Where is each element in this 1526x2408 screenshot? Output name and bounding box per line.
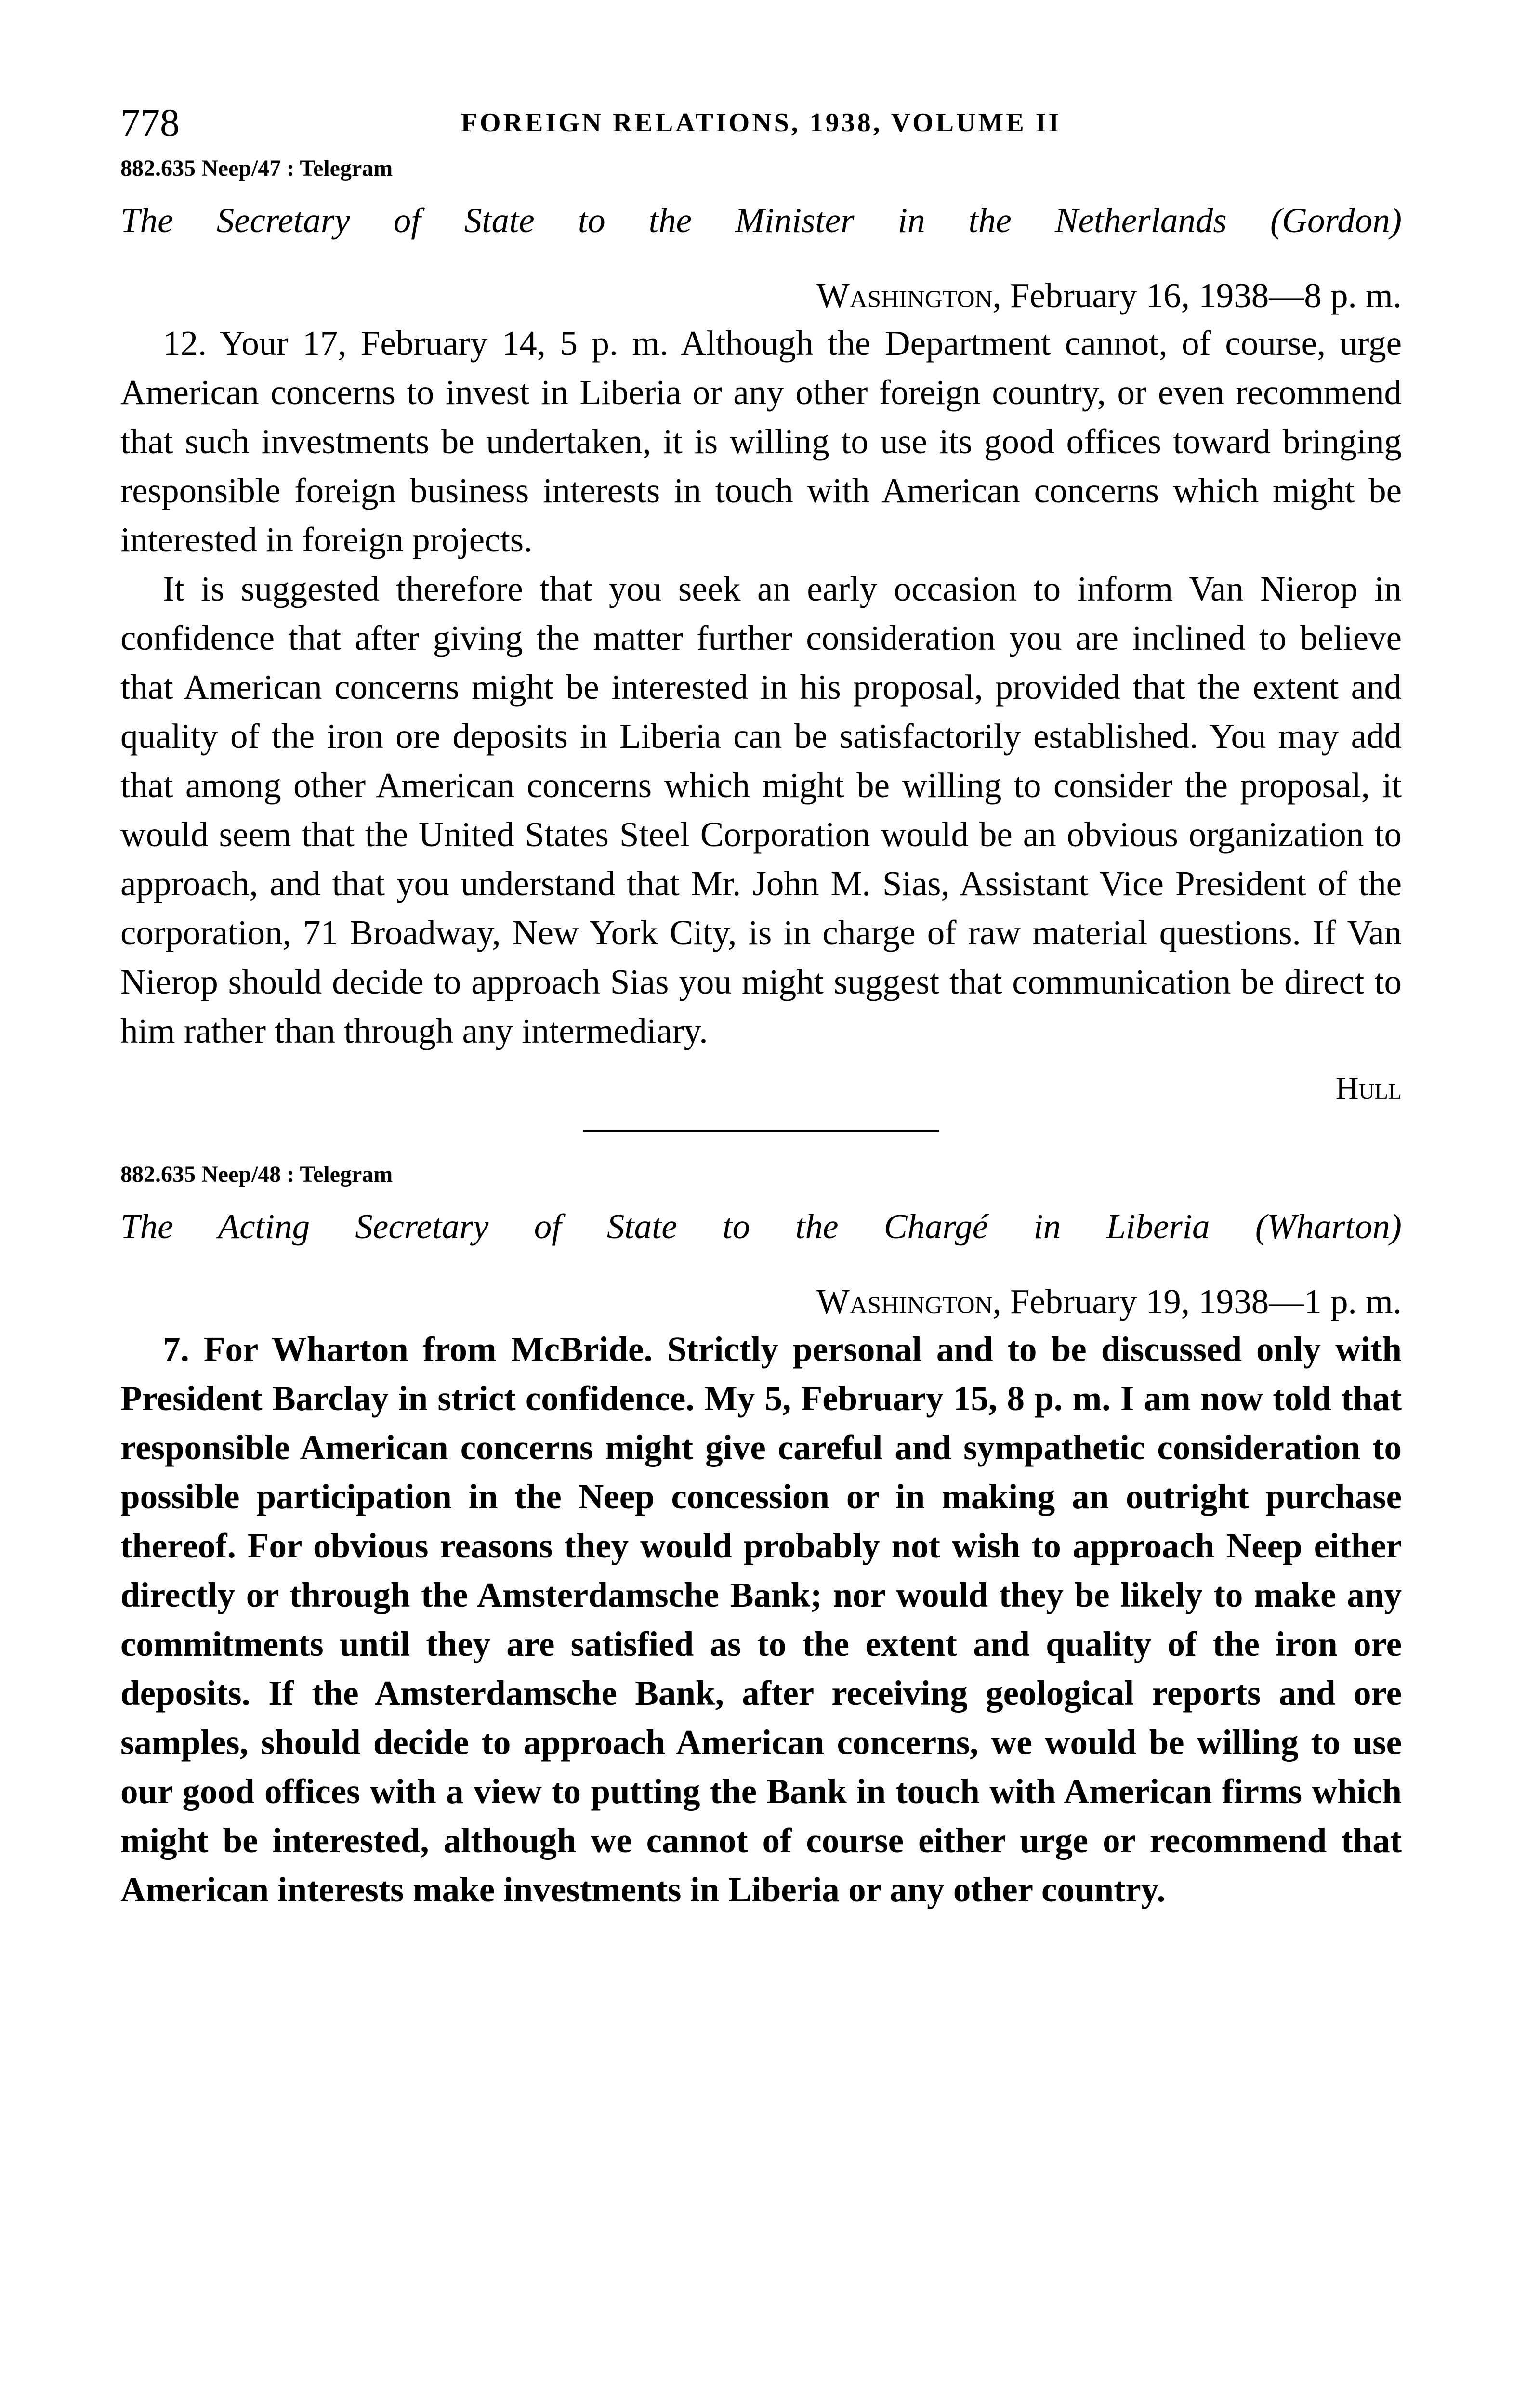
document-heading: The Acting Secretary of State to the Chargé in Liberia (Wharton) bbox=[120, 1207, 1402, 1246]
body-paragraph: 12. Your 17, February 14, 5 p. m. Although the Department cannot, of course, urge American concerns to invest in Liberia or any other foreign country, or even recommend that such investments be undertaken, it is willing to use its good offices toward bringing responsible foreign business interests in touch with American concerns which might be interested in foreign projects. bbox=[120, 324, 1402, 559]
running-header bbox=[120, 96, 1402, 149]
body-paragraph: 7. For Wharton from McBride. Strictly personal and to be discussed only with President Barclay in strict confidence. My 5, February 15, 8 p. m. I am now told that responsible American concerns might give careful and sympathetic consideration to possible participation in the Neep concession or in making an outright purchase thereof. For obvious reasons they would probably not wish to approach Neep either directly or through the Amsterdamsche Bank; nor would they be likely to make any commitments until they are satisfied as to the extent and quality of the iron ore deposits. If the Amsterdamsche Bank, after receiving geological reports and ore samples, should decide to approach American concerns, we would be willing to use our good offices with a view to putting the Bank in touch with American firms which might be interested, although we cannot of course either urge or recommend that American interests make investments in Liberia or any other country. bbox=[120, 1330, 1402, 1909]
section-divider bbox=[583, 1130, 939, 1132]
dateline bbox=[120, 1279, 1402, 1325]
file-reference: 882.635 Neep/48 : Telegram bbox=[120, 1162, 393, 1187]
dateline-place: Washington bbox=[816, 276, 993, 315]
document-page bbox=[120, 96, 1402, 2389]
body-paragraph: It is suggested therefore that you seek an early occasion to inform Van Nierop in confidence that after giving the matter further consideration you are inclined to believe that American concerns might be interested in his proposal, provided that the extent and quality of the iron ore deposits in Liberia can be satisfactorily established. You may add that among other American concerns which might be willing to consider the proposal, it would seem that the United States Steel Corporation would be an obvious organization to approach, and that you understand that Mr. John M. Sias, Assistant Vice President of the corporation, 71 Broadway, New York City, is in charge of raw material questions. If Van Nierop should decide to approach Sias you might suggest that communication be direct to him rather than through any intermediary. bbox=[120, 569, 1402, 1050]
telegram-1 bbox=[120, 154, 1402, 1112]
page-number: 778 bbox=[120, 101, 180, 144]
running-title: FOREIGN RELATIONS, 1938, VOLUME II bbox=[460, 108, 1062, 138]
dateline-date: , February 16, 1938—8 p. m. bbox=[992, 276, 1402, 315]
dateline-place: Washington bbox=[816, 1282, 993, 1321]
document-heading: The Secretary of State to the Minister in the Netherlands (Gordon) bbox=[120, 201, 1402, 240]
file-reference: 882.635 Neep/47 : Telegram bbox=[120, 156, 393, 181]
dateline-date: , February 19, 1938—1 p. m. bbox=[992, 1282, 1402, 1321]
telegram-2 bbox=[120, 1160, 1402, 1914]
signature: Hull bbox=[1335, 1071, 1402, 1106]
dateline bbox=[120, 273, 1402, 319]
